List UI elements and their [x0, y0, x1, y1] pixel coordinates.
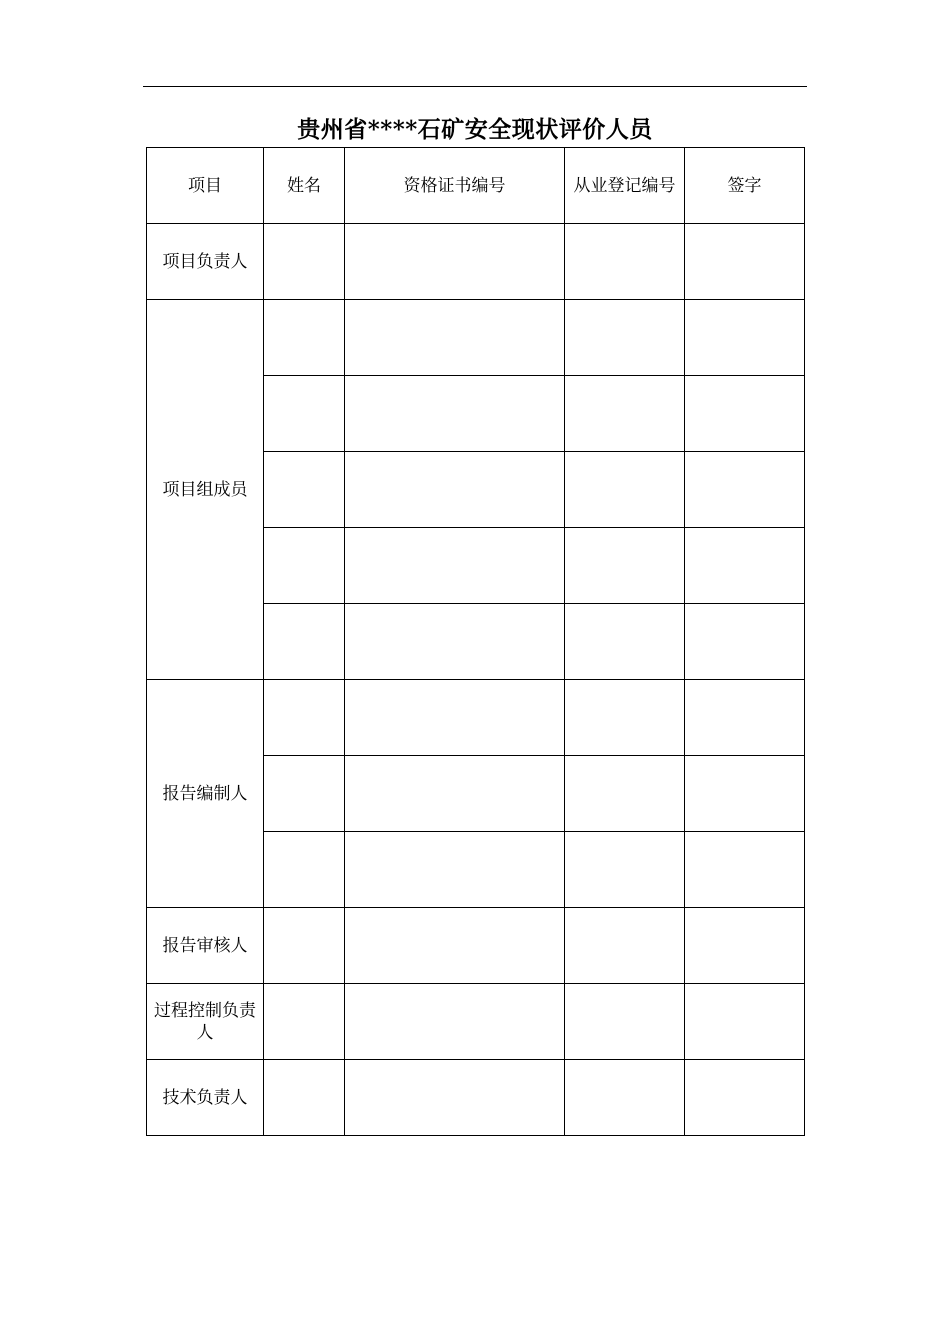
certificate-cell[interactable]	[345, 908, 565, 984]
registration-cell[interactable]	[565, 984, 685, 1060]
role-report-reviewer: 报告审核人	[147, 908, 264, 984]
name-cell[interactable]	[264, 984, 345, 1060]
table-row	[147, 300, 805, 376]
certificate-cell[interactable]	[345, 984, 565, 1060]
header-certificate: 资格证书编号	[345, 148, 565, 224]
certificate-cell[interactable]	[345, 1060, 565, 1136]
signature-cell[interactable]	[685, 376, 805, 452]
signature-cell[interactable]	[685, 224, 805, 300]
staff-table	[146, 147, 805, 1136]
certificate-cell[interactable]	[345, 756, 565, 832]
table-row	[147, 1060, 805, 1136]
registration-cell[interactable]	[565, 452, 685, 528]
table-row	[147, 908, 805, 984]
document-title: 贵州省****石矿安全现状评价人员	[297, 116, 653, 143]
signature-cell[interactable]	[685, 528, 805, 604]
table-row	[147, 680, 805, 756]
registration-cell[interactable]	[565, 908, 685, 984]
signature-cell[interactable]	[685, 300, 805, 376]
header-rule	[143, 86, 807, 87]
header-signature: 签字	[685, 148, 805, 224]
certificate-cell[interactable]	[345, 452, 565, 528]
name-cell[interactable]	[264, 756, 345, 832]
registration-cell[interactable]	[565, 756, 685, 832]
header-name: 姓名	[264, 148, 345, 224]
certificate-cell[interactable]	[345, 528, 565, 604]
name-cell[interactable]	[264, 908, 345, 984]
name-cell[interactable]	[264, 1060, 345, 1136]
role-process-control-lead: 过程控制负责人	[147, 984, 264, 1060]
table-row	[147, 224, 805, 300]
name-cell[interactable]	[264, 224, 345, 300]
role-project-members: 项目组成员	[147, 300, 264, 680]
certificate-cell[interactable]	[345, 680, 565, 756]
signature-cell[interactable]	[685, 604, 805, 680]
registration-cell[interactable]	[565, 832, 685, 908]
signature-cell[interactable]	[685, 680, 805, 756]
header-item: 项目	[147, 148, 264, 224]
registration-cell[interactable]	[565, 224, 685, 300]
certificate-cell[interactable]	[345, 224, 565, 300]
registration-cell[interactable]	[565, 528, 685, 604]
signature-cell[interactable]	[685, 452, 805, 528]
certificate-cell[interactable]	[345, 300, 565, 376]
registration-cell[interactable]	[565, 300, 685, 376]
certificate-cell[interactable]	[345, 376, 565, 452]
certificate-cell[interactable]	[345, 604, 565, 680]
name-cell[interactable]	[264, 376, 345, 452]
header-row	[147, 148, 805, 224]
name-cell[interactable]	[264, 452, 345, 528]
name-cell[interactable]	[264, 528, 345, 604]
role-report-writers: 报告编制人	[147, 680, 264, 908]
registration-cell[interactable]	[565, 604, 685, 680]
registration-cell[interactable]	[565, 680, 685, 756]
registration-cell[interactable]	[565, 376, 685, 452]
name-cell[interactable]	[264, 300, 345, 376]
name-cell[interactable]	[264, 680, 345, 756]
signature-cell[interactable]	[685, 832, 805, 908]
role-project-lead: 项目负责人	[147, 224, 264, 300]
signature-cell[interactable]	[685, 984, 805, 1060]
name-cell[interactable]	[264, 832, 345, 908]
certificate-cell[interactable]	[345, 832, 565, 908]
signature-cell[interactable]	[685, 908, 805, 984]
registration-cell[interactable]	[565, 1060, 685, 1136]
name-cell[interactable]	[264, 604, 345, 680]
signature-cell[interactable]	[685, 1060, 805, 1136]
signature-cell[interactable]	[685, 756, 805, 832]
header-registration: 从业登记编号	[565, 148, 685, 224]
role-technical-lead: 技术负责人	[147, 1060, 264, 1136]
table-row	[147, 984, 805, 1060]
